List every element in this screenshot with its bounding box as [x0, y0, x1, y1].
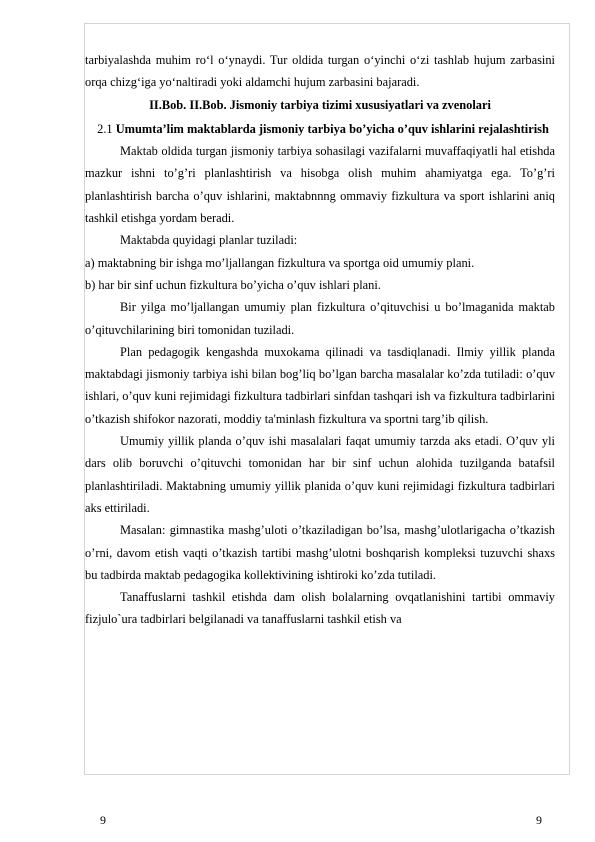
page-number-left: 9	[100, 813, 106, 827]
paragraph: Masalan: gimnastika mashg’uloti o’tkaziladigan bo’lsa, mashg’ulotlarigacha o’tkazish o’rni, davom etish vaqti o’tkazish tartibi mashg’ulotni boshqarish kompleksi tuzuvchi shaxs bu tadbirda maktab pedagogika kollektivining ishtiroki ko’zda tutiladi.	[85, 523, 555, 582]
section-number: 2.1	[97, 121, 113, 136]
chapter-heading: II.Bob. II.Bob. Jismoniy tarbiya tizimi xususiyatlari va zvenolari	[149, 97, 491, 112]
paragraph: Tanaffuslarni tashkil etishda dam olish bolalarning ovqatlanishini tartibi ommaviy fizjulo`ura tadbirlari belgilanadi va tanaffuslarni tashkil etish va	[85, 590, 555, 627]
document-body	[85, 49, 555, 631]
paragraph: Umumiy yillik planda o’quv ishi masalalari faqat umumiy tarzda aks etadi. O’quv yli dars olib boruvchi o’qituvchi tomonidan har bir sinf uchun alohida tuzilganda batafsil planlashtiriladi. Maktabning umumiy yillik planida o’quv kuni rejimidagi fizkultura tadbirlari aks ettiriladi.	[85, 434, 555, 515]
paragraph: Bir yilga mo’ljallangan umumiy plan fizkultura o’qituvchisi u bo’lmaganida maktab o’qituvchilarining biri tomonidan tuziladi.	[85, 300, 555, 337]
paragraph: Plan pedagogik kengashda muxokama qilinadi va tasdiqlanadi. Ilmiy yillik planda maktabdagi jismoniy tarbiya ishi bilan bog’liq bo’lgan barcha masalalar ko’zda tutiladi: o’quv ishlari, o’quv kuni rejimidagi fizkultura tadbirlari sinfdan tashqari ish va fizkultura tadbirlarini o’tkazish shifokor nazorati, moddiy ta'minlash fizkultura va sportni targ’ib qilish.	[85, 344, 555, 426]
list-item: b) har bir sinf uchun fizkultura bo’yicha o’quv ishlari plani.	[85, 277, 381, 292]
intro-paragraph: tarbiyalashda muhim ro‘l o‘ynaydi. Tur oldida turgan o‘yinchi o‘zi tashlab hujum zarbasini orqa chizg‘iga yo‘naltiradi yoki aldamchi hujum zarbasini bajaradi.	[85, 53, 555, 90]
section-title: Umumta’lim maktablarda jismoniy tarbiya bo’yicha o’quv ishlarini rejalashtirish	[115, 121, 549, 136]
list-item: a) maktabning bir ishga mo’ljallangan fizkultura va sportga oid umumiy plani.	[85, 255, 475, 270]
page-number-right: 9	[536, 813, 542, 827]
paragraph: Maktab oldida turgan jismoniy tarbiya sohasilagi vazifalarni muvaffaqiyatli hal etishda mazkur ishni to’g’ri planlashtirish va hisobga olish muhim ahamiyatga ega. To’g’ri planlashtirish barcha o’quv ishlarini, maktabnnng ommaviy fizkultura va sport ishlarini aniq tashkil etishga yordam beradi.	[85, 144, 555, 226]
section-heading	[85, 118, 555, 140]
paragraph: Maktabda quyidagi planlar tuziladi:	[120, 233, 298, 248]
